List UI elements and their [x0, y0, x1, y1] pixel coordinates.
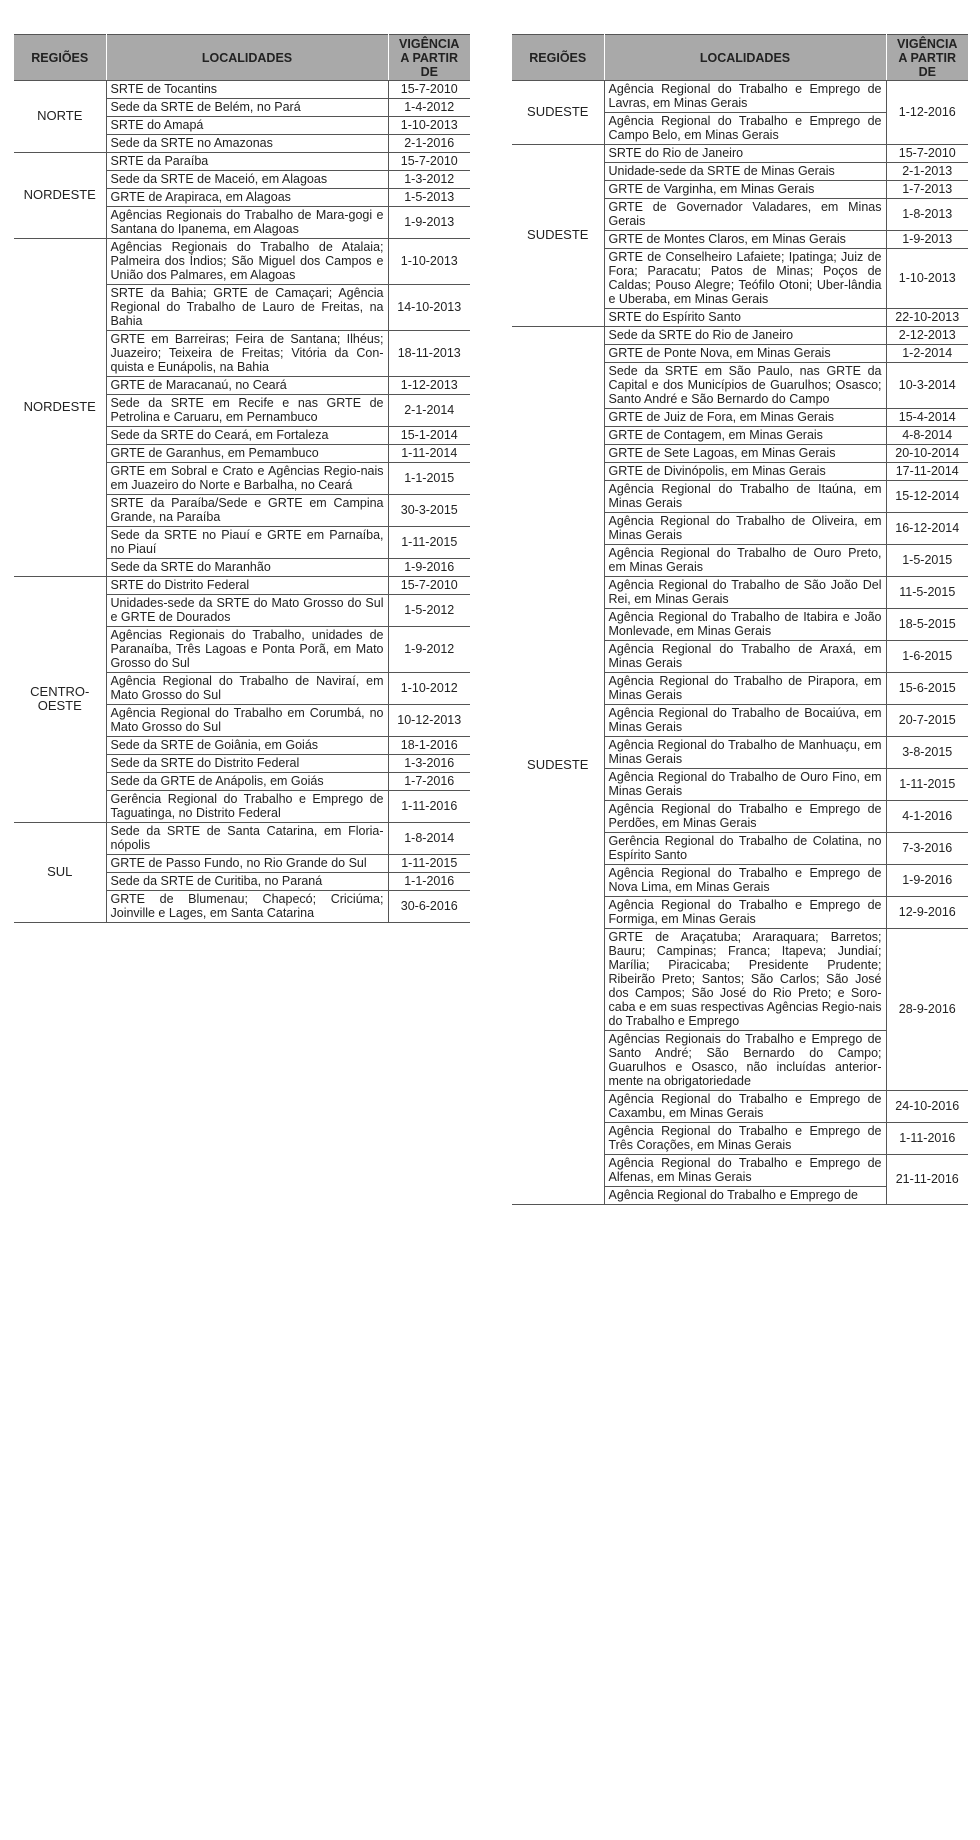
vigencia-cell: 1-10-2013: [388, 117, 470, 135]
vigencia-cell: 1-11-2016: [388, 791, 470, 823]
vigencia-cell: 1-9-2016: [886, 865, 968, 897]
localidade-cell: Agência Regional do Trabalho e Emprego de Lavras, em Minas Gerais: [604, 81, 886, 113]
header-localidades: LOCALIDADES: [604, 35, 886, 81]
localidade-cell: SRTE da Paraíba/Sede e GRTE em Campina Grande, na Paraíba: [106, 495, 388, 527]
localidade-cell: Sede da GRTE de Anápolis, em Goiás: [106, 773, 388, 791]
vigencia-cell: 15-7-2010: [388, 153, 470, 171]
header-vigencia: VIGÊNCIA A PARTIR DE: [886, 35, 968, 81]
localidade-cell: GRTE de Contagem, em Minas Gerais: [604, 427, 886, 445]
vigencia-cell: 1-10-2013: [388, 239, 470, 285]
localidade-cell: Agência Regional do Trabalho e Emprego de Três Corações, em Minas Gerais: [604, 1123, 886, 1155]
localidade-cell: Agência Regional do Trabalho em Corumbá, no Mato Grosso do Sul: [106, 705, 388, 737]
localidade-cell: GRTE de Araçatuba; Araraquara; Barretos; Bauru; Campinas; Franca; Itapeva; Jundiaí; Marília; Piracicaba; Presidente Prudente; Ribeirão Preto; Santos; São Carlos; São José dos Campos; São José do Rio Preto; e Soro-caba e em suas respectivas Agências Regio-nais do Trabalho e Emprego: [604, 929, 886, 1031]
localidade-cell: Sede da SRTE do Rio de Janeiro: [604, 327, 886, 345]
vigencia-cell: 17-11-2014: [886, 463, 968, 481]
localidade-cell: Agência Regional do Trabalho de Pirapora, em Minas Gerais: [604, 673, 886, 705]
localidade-cell: Agência Regional do Trabalho e Emprego de Alfenas, em Minas Gerais: [604, 1155, 886, 1187]
vigencia-cell: 15-4-2014: [886, 409, 968, 427]
table-row: [14, 577, 470, 595]
vigencia-cell: 1-10-2012: [388, 673, 470, 705]
localidade-cell: GRTE em Sobral e Crato e Agências Regio-nais em Juazeiro do Norte e Barbalha, no Ceará: [106, 463, 388, 495]
region-cell: NORTE: [14, 81, 106, 153]
vigencia-cell: 10-12-2013: [388, 705, 470, 737]
localidade-cell: Agência Regional do Trabalho de Oliveira, em Minas Gerais: [604, 513, 886, 545]
vigencia-cell: 1-9-2012: [388, 627, 470, 673]
localidade-cell: Agência Regional do Trabalho e Emprego de Formiga, em Minas Gerais: [604, 897, 886, 929]
table-row: [512, 327, 968, 345]
vigencia-cell: 21-11-2016: [886, 1155, 968, 1205]
localidade-cell: SRTE de Tocantins: [106, 81, 388, 99]
vigencia-cell: 1-1-2015: [388, 463, 470, 495]
region-cell: SUDESTE: [512, 145, 604, 327]
vigencia-cell: 1-12-2016: [886, 81, 968, 145]
localidade-cell: Sede da SRTE do Distrito Federal: [106, 755, 388, 773]
vigencia-cell: 1-8-2014: [388, 823, 470, 855]
localidade-cell: Sede da SRTE de Santa Catarina, em Floria-nópolis: [106, 823, 388, 855]
region-cell: SUDESTE: [512, 327, 604, 1205]
localidade-cell: Sede da SRTE de Maceió, em Alagoas: [106, 171, 388, 189]
vigencia-cell: 15-12-2014: [886, 481, 968, 513]
localidade-cell: Agências Regionais do Trabalho de Mara-gogi e Santana do Ipanema, em Alagoas: [106, 207, 388, 239]
table-row: [14, 153, 470, 171]
localidade-cell: GRTE em Barreiras; Feira de Santana; Ilhéus; Juazeiro; Teixeira de Freitas; Vitória da Con-quista e Eunápolis, na Bahia: [106, 331, 388, 377]
vigencia-cell: 1-11-2016: [886, 1123, 968, 1155]
table-row: [14, 81, 470, 99]
localidade-cell: GRTE de Sete Lagoas, em Minas Gerais: [604, 445, 886, 463]
region-cell: SUL: [14, 823, 106, 923]
vigencia-cell: 1-3-2016: [388, 755, 470, 773]
localidade-cell: Agência Regional do Trabalho e Emprego de Perdões, em Minas Gerais: [604, 801, 886, 833]
vigencia-cell: 16-12-2014: [886, 513, 968, 545]
header-regioes: REGIÕES: [512, 35, 604, 81]
localidade-cell: GRTE de Arapiraca, em Alagoas: [106, 189, 388, 207]
header-localidades: LOCALIDADES: [106, 35, 388, 81]
vigencia-cell: 24-10-2016: [886, 1091, 968, 1123]
vigencia-cell: 30-6-2016: [388, 891, 470, 923]
vigencia-cell: 20-7-2015: [886, 705, 968, 737]
vigencia-cell: 1-11-2015: [388, 527, 470, 559]
localidade-cell: Sede da SRTE de Belém, no Pará: [106, 99, 388, 117]
vigencia-cell: 22-10-2013: [886, 309, 968, 327]
vigencia-cell: 1-1-2016: [388, 873, 470, 891]
localidade-cell: GRTE de Garanhus, em Pemambuco: [106, 445, 388, 463]
localidade-cell: Sede da SRTE de Goiânia, em Goiás: [106, 737, 388, 755]
localidade-cell: SRTE do Rio de Janeiro: [604, 145, 886, 163]
vigencia-cell: 1-11-2015: [886, 769, 968, 801]
localidade-cell: SRTE do Espírito Santo: [604, 309, 886, 327]
vigencia-cell: 15-7-2010: [388, 577, 470, 595]
localidade-cell: Agência Regional do Trabalho de Itabira e João Monlevade, em Minas Gerais: [604, 609, 886, 641]
region-cell: CENTRO-OESTE: [14, 577, 106, 823]
table-row: [512, 145, 968, 163]
localidade-cell: SRTE da Bahia; GRTE de Camaçari; Agência Regional do Trabalho de Lauro de Freitas, na Bahia: [106, 285, 388, 331]
table-row: [512, 81, 968, 113]
localidade-cell: GRTE de Governador Valadares, em Minas Gerais: [604, 199, 886, 231]
localidade-cell: GRTE de Conselheiro Lafaiete; Ipatinga; Juiz de Fora; Paracatu; Patos de Minas; Poços de Caldas; Pouso Alegre; Teófilo Otoni; Uber-lândia e Uberaba, em Minas Gerais: [604, 249, 886, 309]
localidade-cell: Agências Regionais do Trabalho e Emprego de Santo André; São Bernardo do Campo; Guarulhos e Osasco, não incluídas anterior-mente na obrigatoriedade: [604, 1031, 886, 1091]
localidade-cell: Agência Regional do Trabalho de Naviraí, em Mato Grosso do Sul: [106, 673, 388, 705]
localidade-cell: GRTE de Maracanaú, no Ceará: [106, 377, 388, 395]
vigencia-cell: 1-9-2013: [886, 231, 968, 249]
vigencia-cell: 15-6-2015: [886, 673, 968, 705]
localidade-cell: SRTE da Paraíba: [106, 153, 388, 171]
localidade-cell: Gerência Regional do Trabalho de Colatina, no Espírito Santo: [604, 833, 886, 865]
vigencia-cell: 1-5-2013: [388, 189, 470, 207]
vigencia-cell: 1-8-2013: [886, 199, 968, 231]
vigencia-cell: 1-10-2013: [886, 249, 968, 309]
vigencia-cell: 2-1-2013: [886, 163, 968, 181]
localidade-cell: Sede da SRTE de Curitiba, no Paraná: [106, 873, 388, 891]
localidade-cell: Sede da SRTE em São Paulo, nas GRTE da Capital e dos Municípios de Guarulhos; Osasco; Santo André e São Bernardo do Campo: [604, 363, 886, 409]
vigencia-cell: 15-7-2010: [886, 145, 968, 163]
localidade-cell: Agência Regional do Trabalho e Emprego de Nova Lima, em Minas Gerais: [604, 865, 886, 897]
vigencia-cell: 2-12-2013: [886, 327, 968, 345]
vigencia-cell: 18-11-2013: [388, 331, 470, 377]
localidade-cell: Agência Regional do Trabalho de Itaúna, em Minas Gerais: [604, 481, 886, 513]
vigencia-cell: 1-6-2015: [886, 641, 968, 673]
vigencia-cell: 14-10-2013: [388, 285, 470, 331]
region-cell: NORDESTE: [14, 153, 106, 239]
table-row: [14, 239, 470, 285]
localidade-cell: Sede da SRTE no Amazonas: [106, 135, 388, 153]
localidade-cell: GRTE de Blumenau; Chapecó; Criciúma; Joinville e Lages, em Santa Catarina: [106, 891, 388, 923]
vigencia-cell: 1-12-2013: [388, 377, 470, 395]
localidade-cell: SRTE do Distrito Federal: [106, 577, 388, 595]
localidade-cell: Agência Regional do Trabalho e Emprego de Campo Belo, em Minas Gerais: [604, 113, 886, 145]
vigencia-cell: 1-5-2015: [886, 545, 968, 577]
vigencia-cell: 4-1-2016: [886, 801, 968, 833]
localidade-cell: Gerência Regional do Trabalho e Emprego de Taguatinga, no Distrito Federal: [106, 791, 388, 823]
vigencia-cell: 30-3-2015: [388, 495, 470, 527]
region-cell: NORDESTE: [14, 239, 106, 577]
vigencia-cell: 2-1-2016: [388, 135, 470, 153]
localidade-cell: Unidades-sede da SRTE do Mato Grosso do Sul e GRTE de Dourados: [106, 595, 388, 627]
localidade-cell: Agência Regional do Trabalho de Ouro Preto, em Minas Gerais: [604, 545, 886, 577]
region-cell: SUDESTE: [512, 81, 604, 145]
localidade-cell: Sede da SRTE do Ceará, em Fortaleza: [106, 427, 388, 445]
localidade-cell: Agência Regional do Trabalho de Manhuaçu, em Minas Gerais: [604, 737, 886, 769]
header-vigencia: VIGÊNCIA A PARTIR DE: [388, 35, 470, 81]
vigencia-cell: 1-3-2012: [388, 171, 470, 189]
vigencia-cell: 18-1-2016: [388, 737, 470, 755]
localidade-cell: Agências Regionais do Trabalho de Atalaia; Palmeira dos Índios; São Miguel dos Campos e União dos Palmares, em Alagoas: [106, 239, 388, 285]
localidade-cell: Agência Regional do Trabalho de Bocaiúva, em Minas Gerais: [604, 705, 886, 737]
vigencia-cell: 1-4-2012: [388, 99, 470, 117]
vigencia-cell: 1-11-2014: [388, 445, 470, 463]
localidade-cell: Agências Regionais do Trabalho, unidades de Paranaíba, Três Lagoas e Ponta Porã, em Mato Grosso do Sul: [106, 627, 388, 673]
vigencia-cell: 1-7-2016: [388, 773, 470, 791]
localidade-cell: Agência Regional do Trabalho de São João Del Rei, em Minas Gerais: [604, 577, 886, 609]
vigencia-cell: 11-5-2015: [886, 577, 968, 609]
table-row: [14, 823, 470, 855]
vigencia-cell: 28-9-2016: [886, 929, 968, 1091]
vigencia-cell: 18-5-2015: [886, 609, 968, 641]
localidade-cell: GRTE de Passo Fundo, no Rio Grande do Sul: [106, 855, 388, 873]
vigencia-cell: 1-5-2012: [388, 595, 470, 627]
localidade-cell: Agência Regional do Trabalho de Araxá, em Minas Gerais: [604, 641, 886, 673]
vigencia-cell: 15-7-2010: [388, 81, 470, 99]
localidade-cell: Agência Regional do Trabalho de Ouro Fino, em Minas Gerais: [604, 769, 886, 801]
localidade-cell: GRTE de Juiz de Fora, em Minas Gerais: [604, 409, 886, 427]
localidade-cell: GRTE de Montes Claros, em Minas Gerais: [604, 231, 886, 249]
vigencia-cell: 3-8-2015: [886, 737, 968, 769]
vigencia-cell: 20-10-2014: [886, 445, 968, 463]
table-left: [14, 34, 470, 923]
localidade-cell: GRTE de Varginha, em Minas Gerais: [604, 181, 886, 199]
localidade-cell: Agência Regional do Trabalho e Emprego de: [604, 1187, 886, 1205]
localidade-cell: Sede da SRTE do Maranhão: [106, 559, 388, 577]
vigencia-cell: 4-8-2014: [886, 427, 968, 445]
vigencia-cell: 7-3-2016: [886, 833, 968, 865]
localidade-cell: Sede da SRTE no Piauí e GRTE em Parnaíba, no Piauí: [106, 527, 388, 559]
localidade-cell: GRTE de Ponte Nova, em Minas Gerais: [604, 345, 886, 363]
vigencia-cell: 1-11-2015: [388, 855, 470, 873]
localidade-cell: Sede da SRTE em Recife e nas GRTE de Petrolina e Caruaru, em Pernambuco: [106, 395, 388, 427]
localidade-cell: Unidade-sede da SRTE de Minas Gerais: [604, 163, 886, 181]
table-right: [512, 34, 968, 1205]
vigencia-cell: 15-1-2014: [388, 427, 470, 445]
vigencia-cell: 2-1-2014: [388, 395, 470, 427]
vigencia-cell: 1-2-2014: [886, 345, 968, 363]
localidade-cell: GRTE de Divinópolis, em Minas Gerais: [604, 463, 886, 481]
vigencia-cell: 1-9-2016: [388, 559, 470, 577]
vigencia-cell: 12-9-2016: [886, 897, 968, 929]
vigencia-cell: 1-7-2013: [886, 181, 968, 199]
header-regioes: REGIÕES: [14, 35, 106, 81]
vigencia-cell: 1-9-2013: [388, 207, 470, 239]
localidade-cell: Agência Regional do Trabalho e Emprego de Caxambu, em Minas Gerais: [604, 1091, 886, 1123]
vigencia-cell: 10-3-2014: [886, 363, 968, 409]
localidade-cell: SRTE do Amapá: [106, 117, 388, 135]
